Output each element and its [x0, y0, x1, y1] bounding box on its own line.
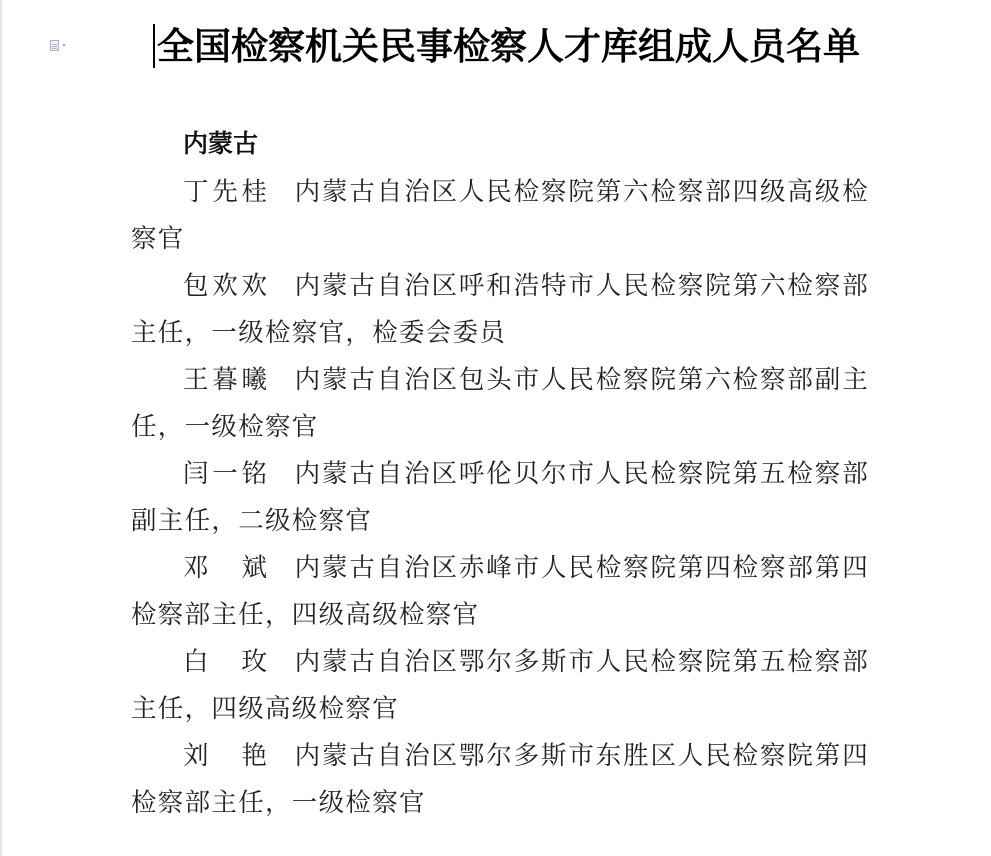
person-name: 邓 斌: [183, 553, 267, 583]
person-name: 王暮曦: [183, 365, 267, 395]
list-item: [131, 451, 869, 545]
person-name: 刘 艳: [183, 741, 267, 771]
person-position: 内蒙古自治区呼伦贝尔市人民检察院第五检察部副主任，二级检察官: [131, 459, 869, 536]
section-heading: 内蒙古: [183, 129, 259, 158]
list-item: [131, 169, 869, 263]
person-position: 内蒙古自治区赤峰市人民检察院第四检察部第四检察部主任，四级高级检察官: [131, 553, 869, 630]
text-cursor: [153, 24, 155, 68]
person-position: 内蒙古自治区呼和浩特市人民检察院第六检察部主任，一级检察官，检委会委员: [131, 271, 869, 348]
person-position: 内蒙古自治区鄂尔多斯市人民检察院第五检察部主任，四级高级检察官: [131, 647, 869, 724]
person-name: 白 玫: [183, 647, 267, 677]
list-item: [131, 545, 869, 639]
person-name: 闫一铭: [183, 459, 267, 489]
person-name: 丁先桂: [183, 177, 267, 207]
person-position: 内蒙古自治区鄂尔多斯市东胜区人民检察院第四检察部主任，一级检察官: [131, 741, 869, 818]
person-position: 内蒙古自治区包头市人民检察院第六检察部副主任，一级检察官: [131, 365, 869, 442]
page-edge: [0, 0, 2, 856]
document-body: [131, 119, 869, 827]
chevron-down-icon: [62, 44, 66, 47]
sheet-glyph: [50, 40, 59, 51]
document-icon[interactable]: [50, 38, 76, 52]
list-item: [131, 357, 869, 451]
person-position: 内蒙古自治区人民检察院第六检察部四级高级检察官: [131, 177, 869, 254]
list-item: [131, 639, 869, 733]
person-name: 包欢欢: [183, 271, 267, 301]
list-item: [131, 263, 869, 357]
list-item: [131, 733, 869, 827]
page-title: 全国检察机关民事检察人才库组成人员名单: [157, 24, 860, 68]
